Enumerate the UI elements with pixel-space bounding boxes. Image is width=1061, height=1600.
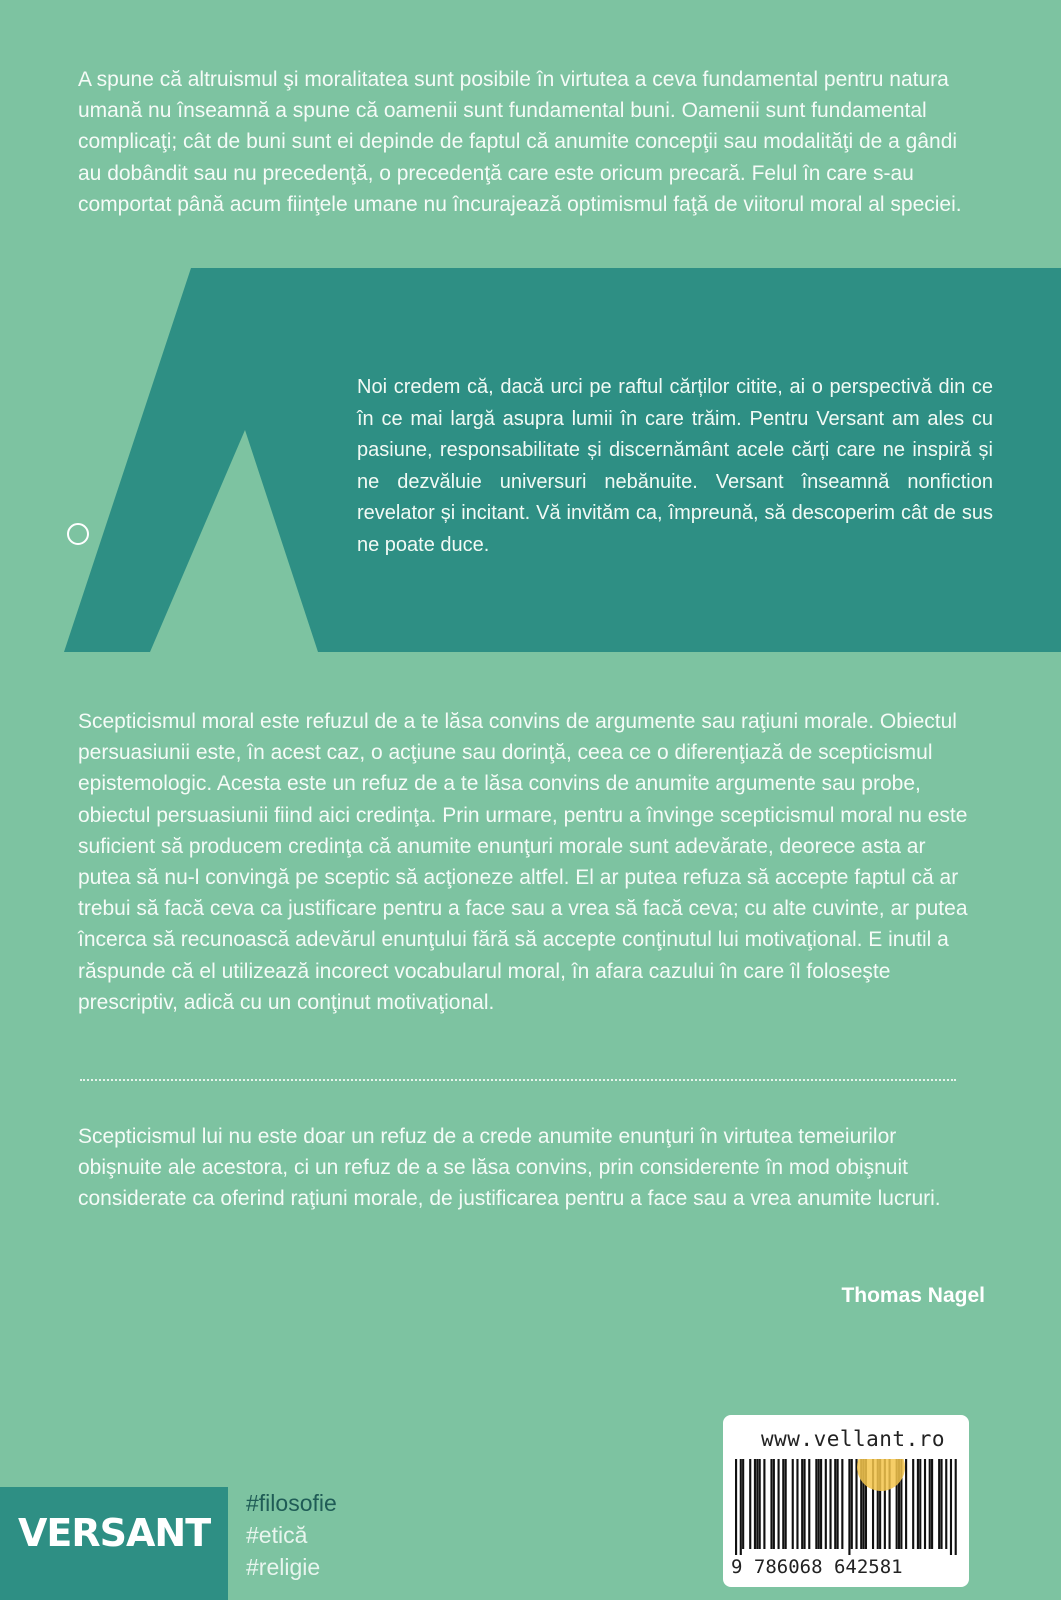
circle-icon <box>67 523 89 545</box>
isbn-digits: 9 786068 642581 <box>731 1556 903 1578</box>
barcode-bar <box>756 1459 758 1549</box>
barcode-bar <box>950 1459 952 1555</box>
tag-filosofie: #filosofie <box>246 1490 337 1516</box>
barcode-bar <box>803 1459 805 1549</box>
tag-list <box>246 1487 337 1583</box>
versant-blurb-text: Noi credem că, dacă urci pe raftul cărților citite, ai o perspectivă din ce în ce mai largă asupra lumii în care trăim. Pentru Versant am ales cu pasiune, responsabilitate și discernământ acele cărți care ne inspiră și ne dezvăluie universuri nebănuite. Versant înseamnă nonfiction revelator și incitant. Vă invităm ca, împreună, să descoperim cât de sus ne poate duce. <box>357 376 993 556</box>
versant-a-graphic <box>0 0 1061 700</box>
barcode-bar <box>917 1459 919 1549</box>
barcode-bar <box>938 1459 940 1549</box>
barcode-bar <box>773 1459 775 1549</box>
barcode-bar <box>837 1459 839 1549</box>
barcode-bar <box>801 1459 803 1549</box>
tag-religie: #religie <box>246 1554 321 1580</box>
barcode-bar <box>785 1459 787 1549</box>
publisher-logo: VERSANT <box>18 1511 211 1555</box>
barcode-sticker <box>723 1415 969 1587</box>
barcode-bar <box>931 1459 933 1549</box>
author-name: Thomas Nagel <box>841 1284 985 1307</box>
main-paragraph: Scepticismul moral este refuzul de a te lăsa convins de argumente sau raţiuni morale. Obiectul persuasiunii este, în acest caz, o acţiune sau dorinţă, ceea ce o diferenţiază de scepticismul epistemologic. Acesta este un refuz de a te lăsa convins de anumite argumente sau probe, obiectul persuasiunii fiind aici credinţa. Prin urmare, pentru a învinge scepticismul moral nu este suficient să producem credinţa că anumite enunţuri morale sunt adevărate, deorece asta ar putea să nu-l convingă pe sceptic să acţioneze altfel. El ar putea refuza să accepte faptul că ar trebui să facă ceva ca justificare pentru a face sau a vrea să facă ceva; cu alte cuvinte, ar putea încerca să recunoască adevărul enunţului fără să accepte conţinutul lui motivaţional. E inutil a răspunde că el utilizează incorect vocabularul moral, în afara cazului în care îl foloseşte prescriptiv, adică cu un conţinut motivaţional. <box>78 710 968 1014</box>
barcode-bar <box>792 1459 794 1549</box>
barcode-bar <box>825 1459 827 1549</box>
barcode-bar <box>905 1459 907 1549</box>
barcode-bar <box>808 1459 810 1549</box>
barcode-bar <box>749 1459 751 1549</box>
barcode-bar <box>912 1459 914 1549</box>
barcode-bar <box>929 1459 931 1549</box>
barcode-bar <box>829 1459 831 1549</box>
barcode-bar <box>735 1459 737 1555</box>
barcode-bar <box>818 1459 820 1549</box>
barcode-bar <box>924 1459 926 1549</box>
barcode-bar <box>841 1459 843 1549</box>
barcode-bar <box>759 1459 761 1549</box>
barcode-bar <box>848 1459 850 1555</box>
tag-etica: #etică <box>246 1522 308 1548</box>
publisher-logo-panel <box>0 1487 228 1600</box>
barcode-bar <box>945 1459 947 1549</box>
barcode-bar <box>820 1459 822 1549</box>
barcode-bar <box>763 1459 765 1549</box>
dotted-divider <box>80 1079 956 1081</box>
barcode-url-text: www.vellant.ro <box>761 1427 946 1451</box>
barcode-bar <box>851 1459 853 1549</box>
barcode-bar <box>742 1459 744 1549</box>
barcode-bar <box>770 1459 772 1549</box>
barcode-bar <box>796 1459 798 1549</box>
intro-paragraph: A spune că altruismul şi moralitatea sunt posibile în virtutea a ceva fundamental pentru natura umană nu înseamnă a spune că oamenii sunt fundamental buni. Oamenii sunt fundamental complicaţi; cât de buni sunt ei depinde de faptul că anumite concepţii sau modalităţi de a gândi au dobândit sau nu precedenţă, o precedenţă care este oricum precară. Felul în care s-au comportat până acum fiinţele umane nu încurajează optimismul faţă de viitorul moral al speciei. <box>78 68 962 216</box>
barcode-bar <box>834 1459 836 1549</box>
barcode-bar <box>754 1459 756 1549</box>
closing-paragraph: Scepticismul lui nu este doar un refuz de a crede anumite enunţuri în virtutea temeiurilor obişnuite ale acestora, ci un refuz de a se lăsa convins, prin considerente în mod obişnuit considerate ca oferind raţiuni morale, de justificarea pentru a face sau a vrea anumite lucruri. <box>78 1125 941 1211</box>
barcode-bar <box>919 1459 921 1549</box>
barcode-bar <box>782 1459 784 1549</box>
barcode-bar <box>855 1459 857 1549</box>
barcode-icon <box>735 1459 957 1555</box>
barcode-bar <box>940 1459 942 1549</box>
barcode-bar <box>815 1459 817 1549</box>
barcode-bar <box>778 1459 780 1549</box>
barcode-bar <box>740 1459 742 1555</box>
barcode-bar <box>955 1459 957 1555</box>
